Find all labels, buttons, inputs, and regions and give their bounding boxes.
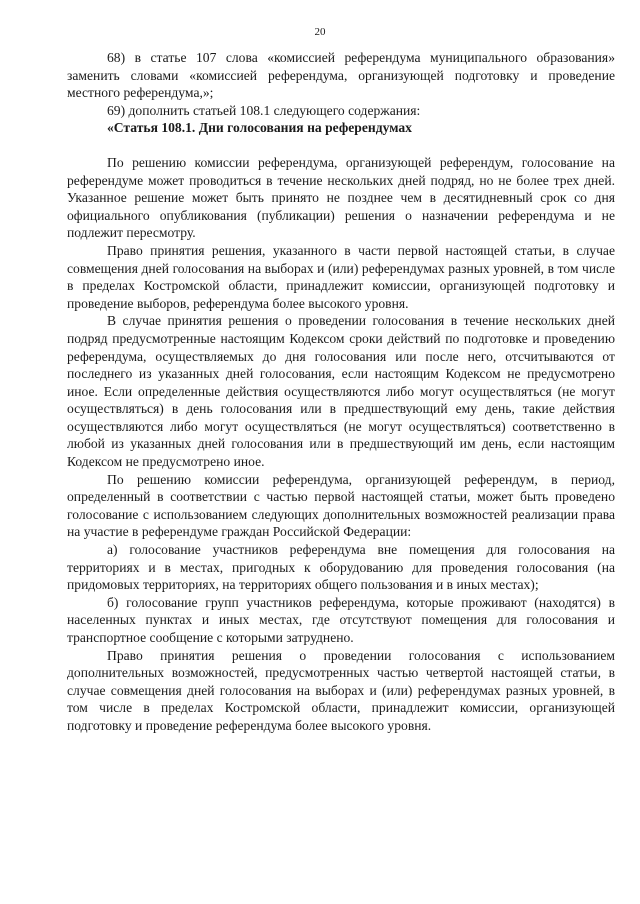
paragraph-amendment-68: 68) в статье 107 слова «комиссией референдума муниципального образования» заменить словами «комиссией референдума, организующей подготовку и проведение местного референдума,»; [67, 50, 615, 101]
paragraph-body: В случае принятия решения о проведении голосования в течение нескольких дней подряд предусмотренные настоящим Кодексом сроки действий по подготовке и проведению референдума, осуществляемых до дня голосования или после него, отсчитываются от последнего из указанных дней голосования, если настоящим Кодексом не предусмотрено иное. Если определенные действия осуществляются либо могут осуществляться (не могут осуществляться) в день голосования или в предшествующий ему день, такие действия осуществляются либо могут осуществляться (не могут осуществляться) соответственно в любой из указанных дней голосования или в предшествующий им день, если настоящим Кодексом не предусмотрено иное. [67, 313, 615, 470]
paragraph-amendment-69: 69) дополнить статьей 108.1 следующего содержания: [107, 102, 421, 118]
paragraph-body: По решению комиссии референдума, организующей референдум, в период, определенный в соответствии с частью первой настоящей статьи, может быть проведено голосование с использованием следующих дополнительных возможностей реализации права на участие в референдуме граждан Российской Федерации: [67, 471, 615, 540]
paragraph-body: Право принятия решения о проведении голосования с использованием дополнительных возможностей, предусмотренных частью четвертой настоящей статьи, в случае совмещения дней голосования на выборах и (или) референдумах разных уровней, в том числе в пределах Костромской области, принадлежит комиссии, организующей подготовку и проведение референдума более высокого уровня. [67, 647, 615, 733]
paragraph-body: Право принятия решения, указанного в части первой настоящей статьи, в случае совмещения дней голосования на выборах и (или) референдумах разных уровней, в том числе в пределах Костромской области, принадлежит комиссии, организующей подготовку и проведение выборов, референдума более высокого уровня. [67, 242, 615, 311]
paragraph-body: По решению комиссии референдума, организующей референдум, голосование на референдуме может проводиться в течение нескольких дней подряд, но не более трех дней. Указанное решение может быть принято не позднее чем в десятидневный срок со дня официального опубликования (публикации) решения о назначении референдума и не подлежит пересмотру. [67, 154, 615, 241]
article-heading: «Статья 108.1. Дни голосования на референдумах [107, 120, 412, 136]
document-body [67, 49, 615, 735]
list-item-a: а) голосование участников референдума вне помещения для голосования на территориях и в местах, пригодных к оборудованию для проведения голосования (на придомовых территориях, на территориях общего пользования и в иных местах); [67, 542, 615, 593]
list-item-b: б) голосование групп участников референдума, которые проживают (находятся) в населенных пунктах и иных местах, где отсутствуют помещения для голосования и транспортное сообщение с которыми затруднено. [67, 594, 615, 645]
page-number: 20 [314, 26, 326, 38]
